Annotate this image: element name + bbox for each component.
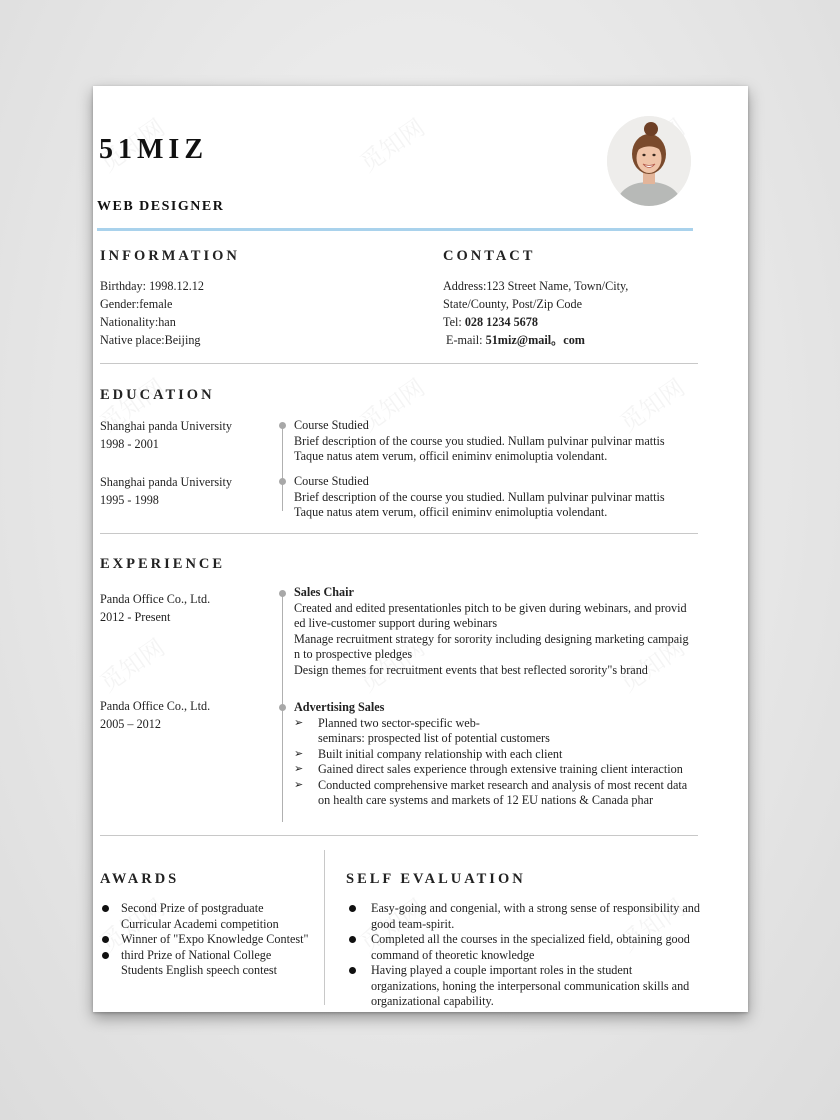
duty-line: n to prospective pledges <box>294 647 413 661</box>
arrow-bullet-icon: ➢ <box>294 763 304 776</box>
self-evaluation-title: SELF EVALUATION <box>346 871 526 887</box>
watermark <box>91 629 170 699</box>
tel-label: Tel: <box>443 315 465 329</box>
avatar <box>607 116 691 206</box>
education-years: 1998 - 2001 <box>100 437 159 451</box>
list-item: Winner of "Expo Knowledge Contest" <box>99 932 321 948</box>
course-heading: Course Studied <box>294 418 369 432</box>
tel-value: 028 1234 5678 <box>464 315 538 329</box>
list-item: ➢ Gained direct sales experience through extensive training client interaction <box>294 762 683 777</box>
experience-entry <box>100 590 210 626</box>
list-item: third Prize of National College Students English speech contest <box>99 948 321 979</box>
list-item: Easy-going and congenial, with a strong sense of responsibility and good team-spirit. <box>346 901 726 932</box>
bullet-dot-icon <box>102 936 109 943</box>
course-heading: Course Studied <box>294 474 369 488</box>
duty-line: Manage recruitment strategy for sorority including designing marketing campaig <box>294 631 689 646</box>
awards-title: AWARDS <box>100 871 180 887</box>
section-divider <box>100 363 698 364</box>
education-entry <box>100 473 232 509</box>
experience-years: 2005 – 2012 <box>100 717 161 731</box>
watermark <box>351 109 430 179</box>
information-list <box>100 277 204 349</box>
awards-list <box>99 901 321 979</box>
contact-list <box>443 277 628 349</box>
email-value: 51miz@mail。com <box>485 333 585 347</box>
job-title: WEB DESIGNER <box>97 199 225 214</box>
section-divider <box>100 533 698 534</box>
bullet-dot-icon <box>349 936 356 943</box>
duty-line: Design themes for recruitment events that best reflected sorority"s brand <box>294 662 648 677</box>
education-entry <box>100 417 232 453</box>
education-school: Shanghai panda University <box>100 475 233 489</box>
education-years: 1995 - 1998 <box>100 493 159 507</box>
resume-page <box>93 86 748 1012</box>
list-item: Second Prize of postgraduate Curricular Academi competition <box>99 901 321 932</box>
portrait-photo-icon <box>607 116 691 206</box>
arrow-bullet-icon: ➢ <box>294 747 304 760</box>
arrow-bullet-icon: ➢ <box>294 716 304 729</box>
list-item: ➢ Conducted comprehensive market research and analysis of most recent data on health care systems and markets of 12 EU nations & Canada phar <box>294 777 688 808</box>
education-description <box>294 418 665 465</box>
header-divider <box>97 228 693 231</box>
course-description-line: Taque natus atem verum, officil eniminv enimoluptia volendant. <box>294 449 608 463</box>
course-description-line: Brief description of the course you studied. Nullam pulvinar pulvinar mattis <box>294 433 665 448</box>
info-birthday: Birthday: 1998.12.12 <box>100 279 204 293</box>
info-gender: Gender:female <box>100 297 173 311</box>
arrow-bullet-icon: ➢ <box>294 778 304 791</box>
achievement-list <box>294 716 687 810</box>
list-item: ➢ Planned two sector-specific web- seminars: prospected list of potential customers <box>294 715 550 746</box>
duty-line: Created and edited presentationles pitch to be given during webinars, and provid <box>294 600 687 615</box>
information-title: INFORMATION <box>100 248 240 264</box>
education-title: EDUCATION <box>100 387 215 403</box>
course-description-line: Brief description of the course you studied. Nullam pulvinar pulvinar mattis <box>294 489 665 504</box>
experience-years: 2012 - Present <box>100 610 171 624</box>
contact-email <box>443 331 628 349</box>
contact-address-line2: State/County, Post/Zip Code <box>443 297 583 311</box>
experience-company: Panda Office Co., Ltd. <box>100 592 211 606</box>
timeline-dot <box>279 422 286 429</box>
duty-line: ed live-customer support during webinars <box>294 616 498 630</box>
bullet-dot-icon <box>102 905 109 912</box>
section-divider <box>100 835 698 836</box>
list-item: Completed all the courses in the specialized field, obtaining good command of theoretic knowledge <box>346 932 726 963</box>
candidate-name: 51MIZ <box>99 134 208 165</box>
experience-company: Panda Office Co., Ltd. <box>100 699 211 713</box>
bullet-dot-icon <box>102 952 109 959</box>
timeline-dot <box>279 478 286 485</box>
education-school: Shanghai panda University <box>100 419 233 433</box>
column-divider <box>324 850 325 1005</box>
course-description-line: Taque natus atem verum, officil eniminv enimoluptia volendant. <box>294 505 608 519</box>
list-item: Having played a couple important roles in the student organizations, honing the interpersonal communication skills and organizational capability. <box>346 963 726 1010</box>
info-nationality: Nationality:han <box>100 315 176 329</box>
list-item: ➢ Built initial company relationship with each client <box>294 746 563 761</box>
bullet-dot-icon <box>349 905 356 912</box>
contact-title: CONTACT <box>443 248 536 264</box>
experience-title: EXPERIENCE <box>100 556 226 572</box>
contact-address-line1: Address:123 Street Name, Town/City, <box>443 279 629 293</box>
education-description <box>294 474 665 521</box>
position-heading: Sales Chair <box>294 585 354 599</box>
info-native-place: Native place:Beijing <box>100 333 201 347</box>
timeline-dot <box>279 704 286 711</box>
bullet-dot-icon <box>349 967 356 974</box>
contact-tel <box>443 313 628 331</box>
experience-description <box>294 700 687 809</box>
position-heading: Advertising Sales <box>294 700 385 714</box>
experience-description <box>294 585 689 678</box>
education-timeline <box>282 425 283 511</box>
email-label: E-mail: <box>446 333 486 347</box>
timeline-dot <box>279 590 286 597</box>
self-evaluation-list <box>346 901 726 1010</box>
experience-entry <box>100 697 210 733</box>
